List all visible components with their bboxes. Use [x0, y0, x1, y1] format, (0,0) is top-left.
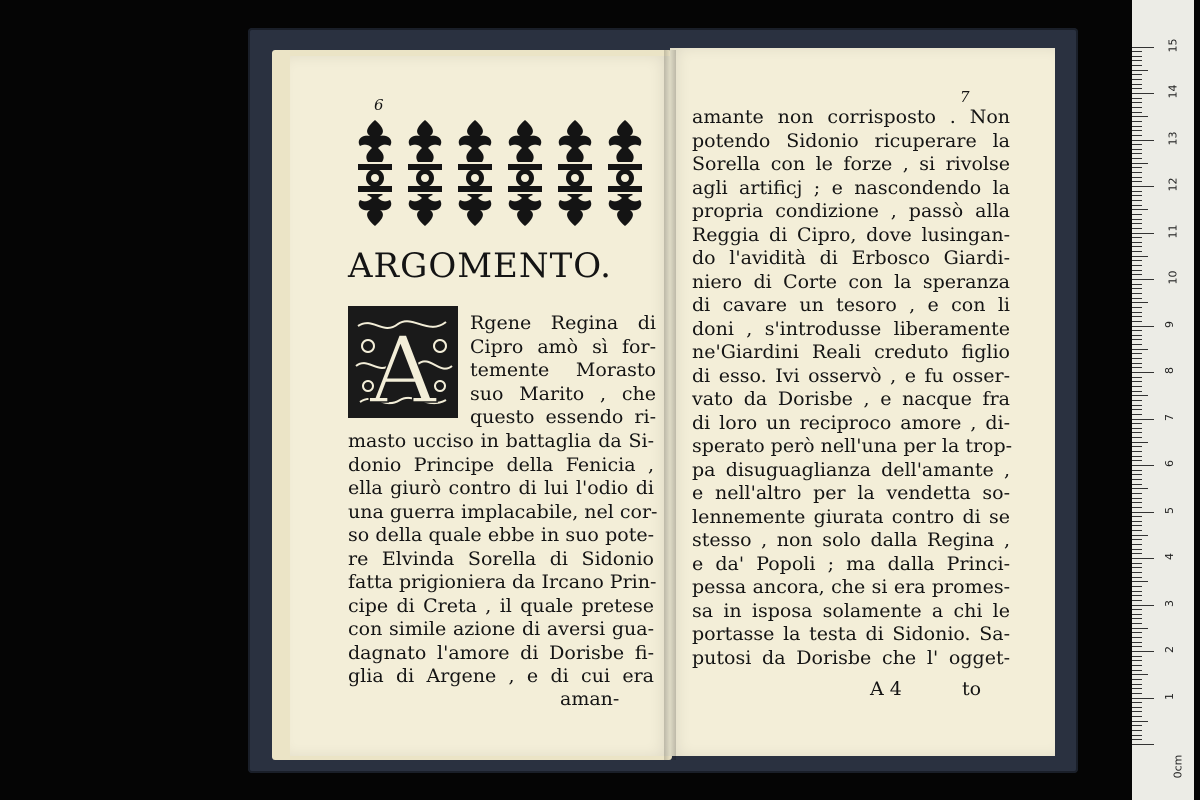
- ruler-tick: [1132, 725, 1142, 726]
- text-line: ella giurò contro di lui l'odio di: [348, 477, 654, 499]
- page-number-right: 7: [960, 88, 970, 106]
- ruler-tick: [1132, 126, 1142, 127]
- text-line: Sorella con le forze , si rivolse: [692, 153, 1010, 175]
- svg-text:A: A: [369, 317, 437, 418]
- ruler-mark-label: 15: [1166, 38, 1180, 52]
- ruler-tick: [1132, 442, 1148, 443]
- ruler-tick: [1132, 432, 1142, 433]
- drop-cap-ornament-icon: [348, 306, 458, 418]
- ruler-tick: [1132, 288, 1142, 289]
- ruler-tick: [1132, 632, 1142, 633]
- catchword-left: aman-: [560, 688, 620, 710]
- ruler-tick: [1132, 693, 1142, 694]
- ruler-tick: [1132, 484, 1142, 485]
- ruler-tick: [1132, 251, 1142, 252]
- ruler-tick: [1132, 563, 1142, 564]
- ruler-tick: [1132, 51, 1142, 52]
- ruler-tick: [1132, 558, 1154, 559]
- ruler-tick: [1132, 600, 1142, 601]
- text-line: re Elvinda Sorella di Sidonio: [348, 547, 654, 570]
- ruler-tick: [1132, 144, 1142, 145]
- ruler-tick: [1132, 167, 1142, 168]
- ruler-tick: [1132, 381, 1142, 382]
- ruler-tick: [1132, 456, 1142, 457]
- text-line: e da' Popoli ; ma dalla Princi-: [692, 552, 1010, 575]
- ruler-tick: [1132, 386, 1142, 387]
- ruler-tick: [1132, 400, 1142, 401]
- ruler-tick: [1132, 530, 1142, 531]
- left-page: [290, 56, 670, 756]
- text-line: sa in isposa solamente a chi le: [692, 599, 1010, 622]
- text-line: sperato però nell'una per la trop-: [692, 435, 1013, 457]
- ruler-tick: [1132, 233, 1154, 234]
- ruler-tick: [1132, 446, 1142, 447]
- ruler-tick: [1132, 214, 1142, 215]
- ruler-tick: [1132, 274, 1142, 275]
- ruler-tick: [1132, 302, 1148, 303]
- ruler-mark-label: 7: [1163, 413, 1176, 421]
- heading-argomento: ARGOMENTO.: [348, 246, 612, 286]
- text-line: pessa ancora, che si era promes-: [692, 576, 1010, 598]
- ruler-tick: [1132, 172, 1142, 173]
- ruler-tick: [1132, 711, 1142, 712]
- ruler-mark-label: 2: [1163, 646, 1176, 653]
- text-line: fatta prigioniera da Ircano Prin-: [348, 571, 657, 593]
- ruler-tick: [1132, 47, 1154, 48]
- ruler-tick: [1132, 572, 1142, 573]
- ruler-tick: [1132, 553, 1142, 554]
- ruler-tick: [1132, 209, 1148, 210]
- text-line: glia di Argene , e di cui era: [348, 665, 654, 687]
- ruler-tick: [1132, 107, 1142, 108]
- text-line: dagnato l'amore di Dorisbe fi-: [348, 641, 654, 664]
- ruler-tick: [1132, 377, 1142, 378]
- ruler-tick: [1132, 293, 1142, 294]
- ruler-tick: [1132, 270, 1142, 271]
- text-line: masto ucciso in battaglia da Si-: [348, 430, 654, 452]
- ruler-tick: [1132, 186, 1154, 187]
- ruler-tick: [1132, 93, 1154, 94]
- ruler-tick: [1132, 60, 1142, 61]
- ruler-mark-label: 13: [1166, 131, 1180, 145]
- ruler-tick: [1132, 679, 1142, 680]
- ruler-tick: [1132, 256, 1148, 257]
- page-number-left: 6: [374, 96, 384, 114]
- text-line: suo Marito , che: [470, 382, 656, 405]
- ruler-tick: [1132, 651, 1154, 652]
- ruler-tick: [1132, 353, 1142, 354]
- ruler-tick: [1132, 493, 1142, 494]
- ruler-tick: [1132, 121, 1142, 122]
- ruler-tick: [1132, 702, 1142, 703]
- ruler-tick: [1132, 707, 1142, 708]
- text-line: portasse la testa di Sidonio. Sa-: [692, 623, 1010, 645]
- ruler-tick: [1132, 321, 1142, 322]
- ruler-tick: [1132, 177, 1142, 178]
- ruler-tick: [1132, 721, 1148, 722]
- ruler-tick: [1132, 577, 1142, 578]
- ruler-mark-label: 11: [1166, 224, 1180, 238]
- ruler-mark-label: 12: [1166, 177, 1180, 192]
- ruler-tick: [1132, 409, 1142, 410]
- ruler-tick: [1132, 614, 1142, 615]
- ruler-tick: [1132, 326, 1154, 327]
- ruler-tick: [1132, 70, 1148, 71]
- ruler-tick: [1132, 460, 1142, 461]
- ruler-tick: [1132, 642, 1142, 643]
- ruler-tick: [1132, 498, 1142, 499]
- ruler-tick: [1132, 521, 1142, 522]
- ruler-tick: [1132, 474, 1142, 475]
- text-line: stesso , non solo dalla Regina ,: [692, 529, 1010, 551]
- ruler-tick: [1132, 135, 1142, 136]
- ruler-tick: [1132, 512, 1154, 513]
- text-line: con simile azione di aversi gua-: [348, 618, 654, 640]
- body-text-block: [692, 106, 1013, 670]
- text-line: amante non corrisposto . Non: [692, 106, 1010, 128]
- ruler-tick: [1132, 312, 1142, 313]
- text-line: di esso. Ivi osservò , e fu osser-: [692, 364, 1010, 387]
- catchword-right: to: [962, 678, 982, 700]
- right-page: [670, 48, 1055, 756]
- ruler-tick: [1132, 628, 1148, 629]
- ruler-tick: [1132, 205, 1142, 206]
- ruler-mark-label: 1: [1163, 692, 1176, 700]
- ruler-tick: [1132, 339, 1142, 340]
- indented-text-block: [470, 312, 656, 430]
- ruler-tick: [1132, 688, 1142, 689]
- ruler-tick: [1132, 730, 1142, 731]
- ruler-tick: [1132, 260, 1142, 261]
- ruler-tick: [1132, 405, 1142, 406]
- ruler-tick: [1132, 102, 1142, 103]
- ruler-mark-label: 8: [1163, 367, 1176, 374]
- ruler-tick: [1132, 112, 1142, 113]
- ruler-tick: [1132, 223, 1142, 224]
- ruler-tick: [1132, 228, 1142, 229]
- ruler-tick: [1132, 535, 1148, 536]
- ruler-tick: [1132, 684, 1142, 685]
- text-line: donio Principe della Fenicia ,: [348, 453, 654, 476]
- ruler-tick: [1132, 451, 1142, 452]
- ruler-tick: [1132, 739, 1142, 740]
- ruler-tick: [1132, 372, 1154, 373]
- ruler-tick: [1132, 414, 1142, 415]
- ruler-mark-label: 5: [1163, 506, 1176, 514]
- ruler-tick: [1132, 507, 1142, 508]
- ruler-tick: [1132, 200, 1142, 201]
- ruler-tick: [1132, 488, 1148, 489]
- ruler-tick: [1132, 539, 1142, 540]
- text-line: ne'Giardini Reali creduto figlio: [692, 341, 1010, 363]
- ruler-tick: [1132, 437, 1142, 438]
- ruler-tick: [1132, 502, 1142, 503]
- ruler-tick: [1132, 237, 1142, 238]
- ruler-mark-label: 10: [1166, 270, 1180, 285]
- signature-mark: A 4: [870, 678, 902, 700]
- book-gutter: [664, 50, 676, 760]
- text-line: di cavare un tesoro , e con li: [692, 294, 1010, 316]
- ruler-tick: [1132, 344, 1142, 345]
- ruler-tick: [1132, 428, 1142, 429]
- ruler-tick: [1132, 516, 1142, 517]
- ruler-tick: [1132, 391, 1142, 392]
- measuring-ruler: [1132, 0, 1194, 800]
- ruler-tick: [1132, 591, 1142, 592]
- ruler-tick: [1132, 98, 1142, 99]
- ruler-tick: [1132, 163, 1148, 164]
- ruler-tick: [1132, 316, 1142, 317]
- ruler-tick: [1132, 423, 1142, 424]
- text-line: potendo Sidonio ricuperare la: [692, 129, 1010, 152]
- text-line: Reggia di Cipro, dove lusingan-: [692, 223, 1010, 246]
- text-line: lennemente giurata contro di se: [692, 505, 1010, 528]
- text-line: putosi da Dorisbe che l' ogget-: [692, 646, 1010, 669]
- drop-cap-a: [348, 306, 458, 418]
- ruler-tick: [1132, 74, 1142, 75]
- ruler-tick: [1132, 149, 1142, 150]
- ruler-tick: [1132, 674, 1148, 675]
- ruler-tick: [1132, 367, 1142, 368]
- ruler-tick: [1132, 153, 1142, 154]
- ruler-tick: [1132, 79, 1142, 80]
- ruler-tick: [1132, 116, 1148, 117]
- text-line: Cipro amò sì for-: [470, 335, 656, 358]
- ruler-tick: [1132, 88, 1142, 89]
- ruler-tick: [1132, 195, 1142, 196]
- ruler-tick: [1132, 140, 1154, 141]
- ruler-tick: [1132, 349, 1148, 350]
- ruler-tick: [1132, 567, 1142, 568]
- ruler-tick: [1132, 744, 1154, 745]
- ruler-tick: [1132, 191, 1142, 192]
- ruler-tick: [1132, 279, 1154, 280]
- ruler-tick: [1132, 84, 1142, 85]
- ruler-tick: [1132, 586, 1142, 587]
- ruler-tick: [1132, 544, 1142, 545]
- ruler-tick: [1132, 265, 1142, 266]
- ruler-tick: [1132, 65, 1142, 66]
- ruler-tick: [1132, 623, 1142, 624]
- text-line: so della quale ebbe in suo pote-: [348, 524, 654, 546]
- ruler-mark-label: 14: [1166, 84, 1180, 99]
- ruler-tick: [1132, 335, 1142, 336]
- ruler-tick: [1132, 716, 1142, 717]
- ruler-tick: [1132, 479, 1142, 480]
- ruler-tick: [1132, 242, 1142, 243]
- ruler-tick: [1132, 660, 1142, 661]
- ruler-tick: [1132, 284, 1142, 285]
- ruler-tick: [1132, 307, 1142, 308]
- text-line: questo essendo ri-: [470, 406, 656, 428]
- text-line: di loro un reciproco amore , di-: [692, 411, 1010, 434]
- text-line: do l'avidità di Erbosco Giardi-: [692, 247, 1010, 269]
- text-line: Rgene Regina di: [470, 312, 656, 334]
- ruler-tick: [1132, 56, 1142, 57]
- text-line: propria condizione , passò alla: [692, 200, 1010, 222]
- ruler-tick: [1132, 363, 1142, 364]
- text-line: temente Morasto: [470, 359, 656, 381]
- ruler-tick: [1132, 219, 1142, 220]
- ruler-tick: [1132, 646, 1142, 647]
- ruler-tick: [1132, 298, 1142, 299]
- ruler-tick: [1132, 595, 1142, 596]
- ruler-tick: [1132, 525, 1142, 526]
- ruler-tick: [1132, 549, 1142, 550]
- ruler-tick: [1132, 656, 1142, 657]
- ruler-tick: [1132, 246, 1142, 247]
- ruler-tick: [1132, 419, 1154, 420]
- ornament-band-icon: [350, 118, 650, 228]
- ruler-tick: [1132, 581, 1148, 582]
- text-line: pa disuguaglianza dell'amante ,: [692, 458, 1010, 481]
- ruler-tick: [1132, 330, 1142, 331]
- ruler-mark-label: 4: [1163, 553, 1176, 560]
- text-line: una guerra implacabile, nel cor-: [348, 500, 658, 523]
- ruler-tick: [1132, 609, 1142, 610]
- text-line: doni , s'introdusse liberamente: [692, 317, 1010, 340]
- ruler-tick: [1132, 470, 1142, 471]
- ruler-unit-label: 0cm: [1171, 754, 1185, 779]
- ruler-mark-label: 9: [1163, 320, 1176, 328]
- ruler-mark-label: 6: [1163, 460, 1176, 467]
- ruler-tick: [1132, 670, 1142, 671]
- ruler-tick: [1132, 698, 1154, 699]
- ruler-tick: [1132, 637, 1142, 638]
- ruler-tick: [1132, 395, 1148, 396]
- ruler-tick: [1132, 158, 1142, 159]
- text-line: niero di Corte con la speranza: [692, 270, 1010, 293]
- ruler-tick: [1132, 130, 1142, 131]
- ruler-tick: [1132, 605, 1154, 606]
- ruler-tick: [1132, 735, 1142, 736]
- ruler-tick: [1132, 618, 1142, 619]
- text-line: agli artificj ; e nascondendo la: [692, 176, 1010, 199]
- body-text-block: [348, 430, 658, 689]
- ruler-tick: [1132, 465, 1154, 466]
- ruler-mark-label: 3: [1163, 599, 1176, 607]
- ruler-tick: [1132, 358, 1142, 359]
- text-line: cipe di Creta , il quale pretese: [348, 594, 654, 617]
- ruler-tick: [1132, 181, 1142, 182]
- text-line: vato da Dorisbe , e nacque fra: [692, 388, 1010, 410]
- ruler-tick: [1132, 665, 1142, 666]
- text-line: e nell'altro per la vendetta so-: [692, 482, 1010, 504]
